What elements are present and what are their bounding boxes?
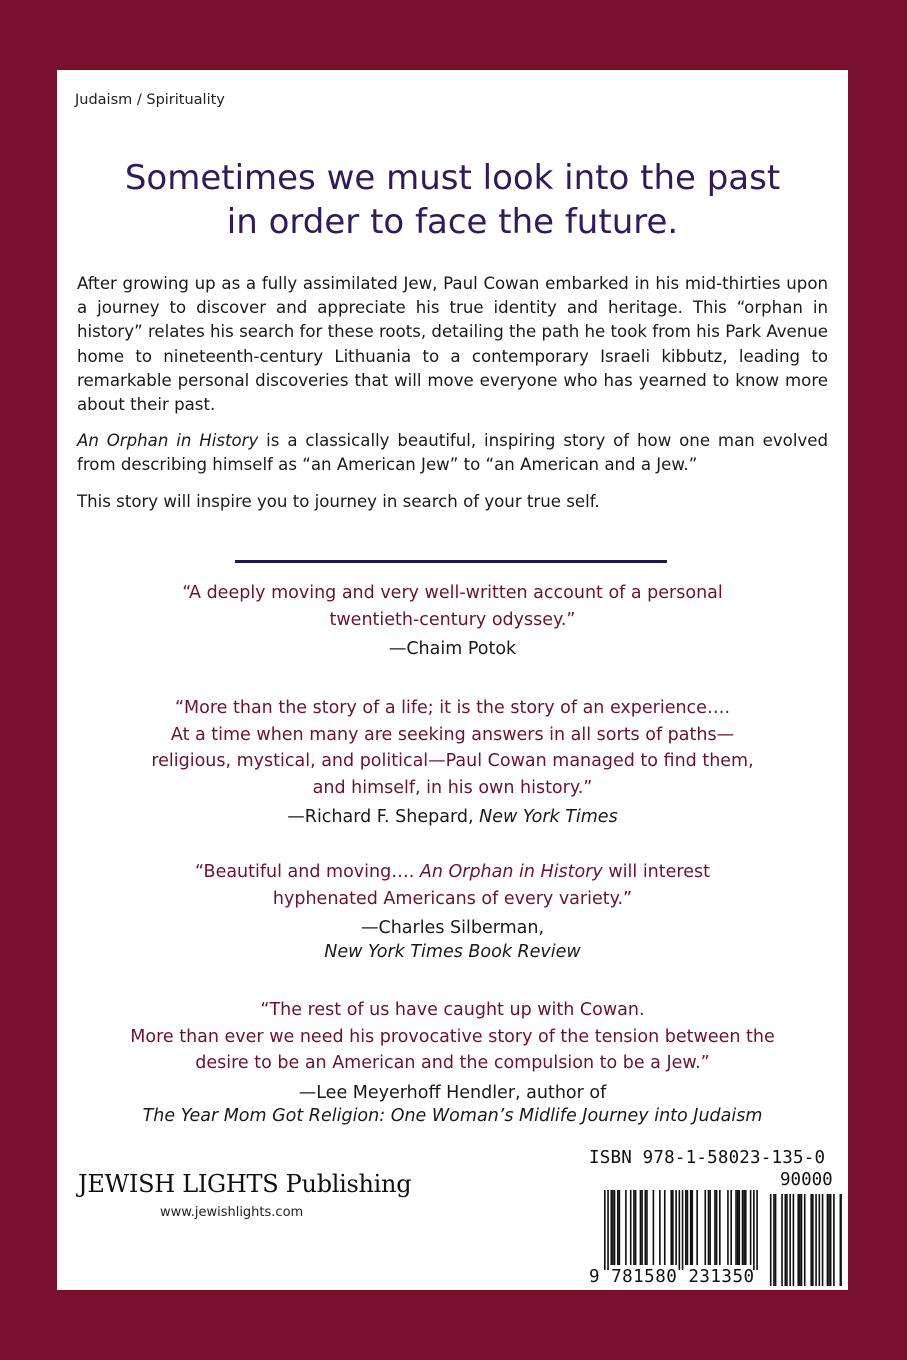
barcode-bar [633,1190,635,1265]
attribution-name: —Richard F. Shepard, [287,807,480,827]
barcode-bar [714,1190,716,1265]
quote-attribution [77,1080,828,1130]
addon-bar [810,1194,812,1286]
headline-line-2: in order to face the future. [226,202,679,242]
barcode-bar [630,1190,632,1265]
quote-line: “A deeply moving and very well-written account of a personal [182,583,723,603]
publisher-url[interactable]: www.jewishlights.com [160,1205,304,1220]
review-quote-3 [77,859,828,965]
addon-bar [828,1194,830,1286]
barcode-bar [743,1190,745,1265]
addon-bar [781,1194,783,1286]
barcode-bar [735,1190,737,1265]
barcode-bar [745,1190,747,1265]
description-paragraph-3: This story will inspire you to journey in search of your true self. [77,491,600,511]
addon-bar [819,1194,821,1286]
barcode-bar [646,1190,648,1265]
addon-bar [822,1194,824,1286]
barcode-bar [625,1190,627,1265]
quote-book-title: An Orphan in History [419,862,603,882]
addon-bar [833,1194,835,1286]
addon-bar [786,1194,788,1286]
addon-bar [812,1194,814,1286]
attribution-name: —Charles Silberman, [360,918,545,938]
barcode-bar [696,1190,698,1265]
isbn-text: ISBN 978-1-58023-135-0 [589,1148,826,1168]
barcode-bar [753,1190,755,1270]
barcode-bar [645,1190,647,1265]
barcode-bar [659,1190,661,1265]
quote-line: twentieth-century odyssey.” [329,609,576,630]
barcode-bar [641,1190,643,1265]
attribution-name: —Lee Meyerhoff Hendler, author of [298,1082,607,1103]
quote-attribution [77,915,828,965]
quote-text: “Beautiful and moving…. [195,862,420,882]
addon-bar [775,1194,777,1286]
barcode-bar [604,1190,606,1270]
quote-attribution: —Chaim Potok [388,639,517,659]
description [77,272,828,526]
addon-bar [797,1194,799,1286]
quote-line [77,859,828,886]
attribution-source: New York Times Book Review [324,941,581,962]
barcode-bar [679,1190,681,1270]
barcode-bar [614,1190,616,1265]
quote-line: and himself, in his own history.” [312,777,593,798]
quote-line: “More than the story of a life; it is the story of an experience…. [174,698,731,718]
addon-bar [815,1194,817,1286]
isbn-barcode [584,1150,842,1290]
quote-line: At a time when many are seeking answers in all sorts of paths— [170,724,735,745]
addon-bar [773,1194,775,1286]
addon-bar [789,1194,791,1286]
description-paragraph-2 [77,429,828,477]
barcode-bar [672,1190,674,1265]
headline-line-1: Sometimes we must look into the past [124,158,781,198]
review-quote-4 [77,997,828,1130]
attribution-source: The Year Mom Got Religion: One Woman’s Midlife Journey into Judaism [142,1106,763,1126]
addon-bar [799,1194,801,1286]
addon-bar [841,1194,842,1286]
addon-bar [784,1194,786,1286]
barcode-bar [610,1190,612,1265]
barcode-bar [756,1190,758,1270]
quote-line: “The rest of us have caught up with Cowan. [260,1000,645,1020]
addon-bar [804,1194,806,1286]
barcode-bar [690,1190,692,1265]
description-paragraph-1: After growing up as a fully assimilated Jew, Paul Cowan embarked in his mid-thirties upon a journey to discover and appreciate his true identity and heritage. This “orphan in history” relates his search for these roots, detailing the path he took from his Park Avenue home to nineteenth-century Lithuania to a contemporary Israeli kibbutz, leading to remarkable personal discoveries that will move everyone who has yearned to know more about their past. [77,274,828,415]
divider-rule [235,560,667,563]
addon-bar [827,1194,829,1286]
barcode-bar [708,1190,710,1265]
barcode-bar [687,1190,689,1265]
quote-line: desire to be an American and the compulsion to be a Jew.” [195,1053,710,1073]
addon-bar [770,1194,772,1286]
ean-digits-text: 9 781580 231350 [589,1267,755,1287]
quote-line: hyphenated Americans of every variety.” [272,888,633,909]
barcode-bar [742,1190,744,1265]
category-label: Judaism / Spirituality [75,92,225,108]
barcode-bar [653,1190,655,1265]
barcode-bar [719,1190,721,1265]
barcode-bar [617,1190,619,1265]
barcode-bar [619,1190,621,1265]
headline [57,156,848,244]
addon-bar [830,1194,832,1286]
review-quote-1 [77,580,828,663]
barcode-bar [691,1190,693,1265]
barcode-bar [685,1190,687,1265]
addon-bar [793,1194,795,1286]
quote-attribution [77,804,828,831]
addon-bar [840,1194,842,1286]
barcode-bar [670,1190,672,1265]
attribution-source: New York Times [479,807,618,827]
barcode-bar [737,1190,739,1265]
book-title: An Orphan in History [77,431,259,451]
barcode-bar [738,1190,740,1265]
barcode-bar [675,1190,677,1265]
barcode-bar [640,1190,642,1265]
barcode-bar [635,1190,637,1265]
review-quote-2 [77,695,828,831]
barcode-bar [730,1190,732,1265]
price-code-text: 90000 [780,1170,833,1190]
barcode-bar [750,1190,752,1265]
publisher-logo: JEWISH LIGHTS Publishing [78,1170,412,1198]
barcode-bar [704,1190,706,1265]
barcode-bar [727,1190,729,1265]
barcode-bar [716,1190,718,1265]
description-paragraph-2-text: is a classically beautiful, inspiring story of how one man evolved from describing himself as “an American Jew” to “an American and a Jew.” [77,431,828,475]
barcode-bar [682,1190,684,1270]
barcode-bar [607,1190,609,1270]
barcode-bar [664,1190,666,1265]
quote-text: will interest [602,862,710,882]
barcode-bar [612,1190,614,1265]
quote-line: religious, mystical, and political—Paul Cowan managed to find them, [151,751,754,771]
addon-bar [801,1194,803,1286]
back-cover [57,70,848,1290]
barcode-bar [709,1190,711,1265]
quote-line: More than ever we need his provocative story of the tension between the [130,1026,775,1047]
